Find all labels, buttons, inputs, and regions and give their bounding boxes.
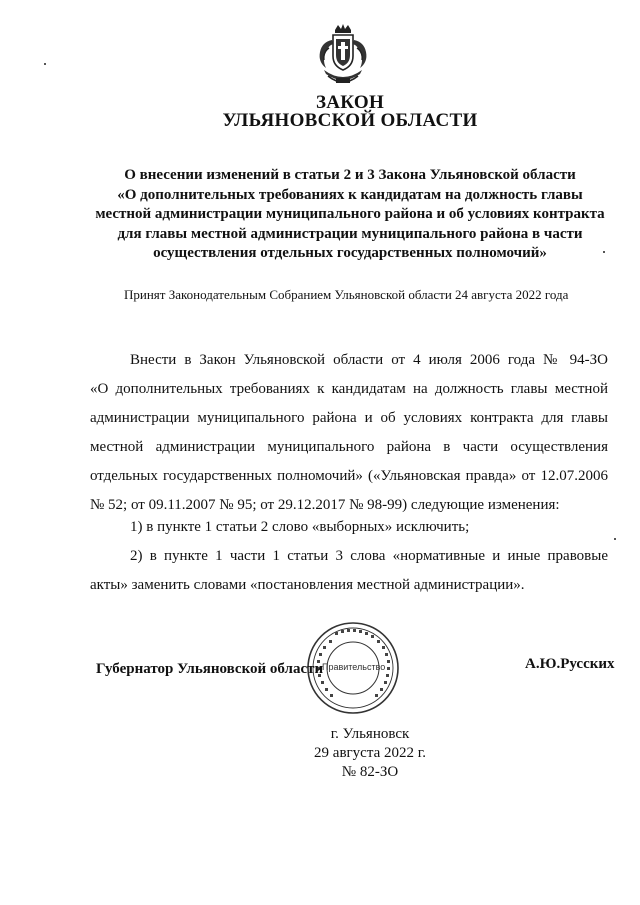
coat-of-arms-icon [314,22,372,88]
amendment-item-2 [90,542,608,600]
law-number: № 82-ЗО [341,764,399,780]
item-line: 2) в пункте 1 части 1 статьи 3 слова «нормативные и иные правовые [130,548,608,564]
paragraph-line: администрации муниципального района и об условиях контракта для главы [90,410,608,426]
paragraph-line: «О дополнительных требованиях к кандидатам на должность главы местной [90,381,608,397]
law-subject [60,166,640,264]
signing-date: 29 августа 2022 г. [314,745,426,761]
signing-place: г. Ульяновск [330,726,410,742]
law-region-title: УЛЬЯНОВСКОЙ ОБЛАСТИ [222,110,478,131]
subject-line: для главы местной администрации муниципального района в части [117,225,583,242]
subject-line: осуществления отдельных государственных полномочий» [153,245,547,261]
amendment-item-1 [90,513,608,542]
paragraph-line: № 52; от 09.11.2007 № 95; от 29.12.2017 № 98-99) следующие изменения: [90,497,560,513]
signatory-title: Губернатор Ульяновской области [96,661,324,677]
scan-speck [603,251,605,253]
adoption-note: Принят Законодательным Собранием Ульяновской области 24 августа 2022 года [124,287,569,302]
subject-line: «О дополнительных требованиях к кандидатам на должность главы [117,186,583,203]
subject-line: О внесении изменений в статьи 2 и 3 Закона Ульяновской области [124,167,576,183]
law-title: ЗАКОН [315,92,385,113]
paragraph-line: Внести в Закон Ульяновской области от 4 июля 2006 года № 94-ЗО [130,352,608,368]
paragraph-line: отдельных государственных полномочий» («Ульяновская правда» от 12.07.2006 [90,468,608,484]
item-line: 1) в пункте 1 статьи 2 слово «выборных» исключить; [130,519,470,535]
scan-speck [614,538,616,540]
signatory-name: А.Ю.Русских [525,656,615,672]
item-line: акты» заменить словами «постановления местной администрации». [90,577,525,593]
scan-speck [44,63,46,65]
subject-line: местной администрации муниципального района и об условиях контракта [95,206,605,222]
main-paragraph [90,346,608,520]
signing-details [300,725,440,782]
seal-center-text: Правительство [322,662,386,672]
paragraph-line: местной администрации муниципального района в части осуществления [90,439,608,455]
